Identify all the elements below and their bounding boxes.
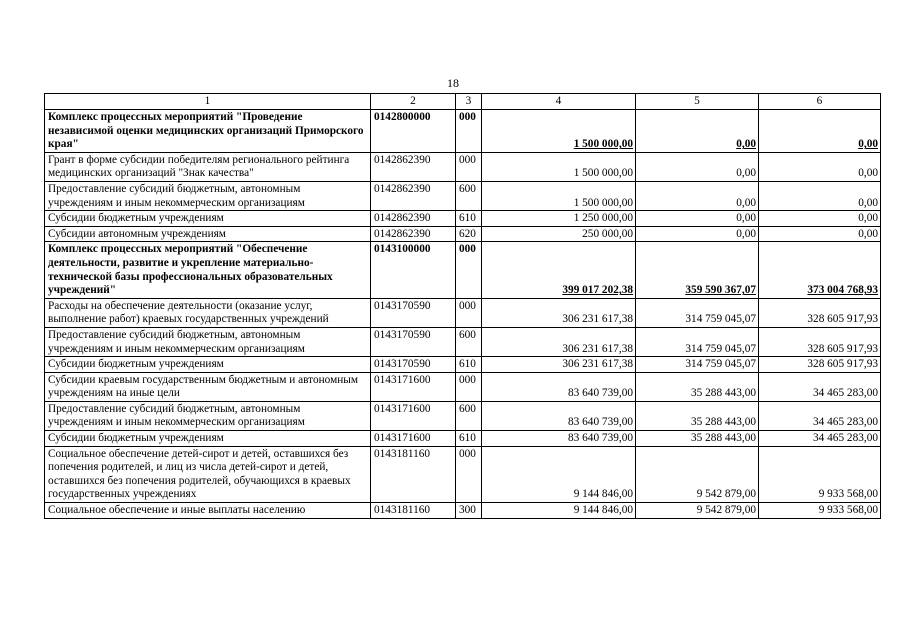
row-amount-2026-cell — [759, 431, 881, 447]
amount-value: 9 933 568,00 — [818, 504, 878, 517]
row-amount-2025-cell — [636, 446, 759, 502]
amount-value: 359 590 367,07 — [685, 284, 756, 297]
row-name-cell: Субсидии бюджетным учреждениям — [45, 357, 371, 373]
row-amount-2025-cell — [636, 298, 759, 327]
row-kvr-cell: 600 — [456, 181, 482, 210]
row-code-cell: 0142862390 — [371, 226, 456, 242]
row-amount-2024-cell — [482, 110, 636, 153]
row-name-cell: Расходы на обеспечение деятельности (оказание услуг, выполнение работ) краевых государственных учреждений — [45, 298, 371, 327]
row-kvr-cell: 000 — [456, 298, 482, 327]
row-amount-2026-cell — [759, 110, 881, 153]
amount-value: 0,00 — [736, 227, 756, 240]
row-amount-2025-cell — [636, 181, 759, 210]
table-row — [45, 226, 881, 242]
row-code-cell: 0143100000 — [371, 242, 456, 298]
row-amount-2026-cell — [759, 211, 881, 227]
row-kvr-cell: 610 — [456, 211, 482, 227]
row-code-cell: 0143181160 — [371, 446, 456, 502]
row-code-cell: 0143181160 — [371, 503, 456, 519]
table-row — [45, 242, 881, 298]
row-amount-2026-cell — [759, 181, 881, 210]
row-kvr-cell: 600 — [456, 401, 482, 430]
amount-value: 9 542 879,00 — [696, 504, 756, 517]
row-amount-2026-cell — [759, 446, 881, 502]
row-amount-2024-cell — [482, 327, 636, 356]
amount-value: 83 640 739,00 — [568, 432, 633, 445]
row-kvr-cell: 000 — [456, 372, 482, 401]
row-amount-2026-cell — [759, 152, 881, 181]
row-amount-2024-cell — [482, 298, 636, 327]
row-amount-2024-cell — [482, 446, 636, 502]
row-amount-2024-cell — [482, 372, 636, 401]
table-row — [45, 298, 881, 327]
amount-value: 0,00 — [736, 167, 756, 180]
table-header-row — [45, 94, 881, 110]
amount-value: 250 000,00 — [582, 227, 633, 240]
row-kvr-cell: 300 — [456, 503, 482, 519]
row-amount-2025-cell — [636, 110, 759, 153]
amount-value: 35 288 443,00 — [691, 387, 756, 400]
row-amount-2025-cell — [636, 152, 759, 181]
header-col-1: 1 — [45, 94, 371, 110]
amount-value: 9 933 568,00 — [818, 488, 878, 501]
table-row — [45, 152, 881, 181]
row-amount-2025-cell — [636, 357, 759, 373]
amount-value: 34 465 283,00 — [813, 387, 878, 400]
row-code-cell: 0142862390 — [371, 152, 456, 181]
row-code-cell: 0143170590 — [371, 298, 456, 327]
table-row — [45, 327, 881, 356]
amount-value: 83 640 739,00 — [568, 416, 633, 429]
table-row — [45, 357, 881, 373]
row-amount-2026-cell — [759, 298, 881, 327]
amount-value: 1 500 000,00 — [573, 196, 633, 209]
amount-value: 399 017 202,38 — [562, 284, 633, 297]
row-amount-2024-cell — [482, 226, 636, 242]
amount-value: 1 250 000,00 — [573, 212, 633, 225]
row-name-cell: Субсидии бюджетным учреждениям — [45, 211, 371, 227]
row-name-cell: Субсидии автономным учреждениям — [45, 226, 371, 242]
row-kvr-cell: 000 — [456, 110, 482, 153]
row-amount-2026-cell — [759, 327, 881, 356]
row-amount-2025-cell — [636, 401, 759, 430]
table-row — [45, 110, 881, 153]
amount-value: 0,00 — [858, 138, 878, 151]
row-kvr-cell: 000 — [456, 152, 482, 181]
row-amount-2024-cell — [482, 211, 636, 227]
row-amount-2025-cell — [636, 211, 759, 227]
row-code-cell: 0142800000 — [371, 110, 456, 153]
row-amount-2025-cell — [636, 327, 759, 356]
amount-value: 328 605 917,93 — [807, 358, 878, 371]
row-name-cell: Грант в форме субсидии победителям регионального рейтинга медицинских организаций "Знак качества" — [45, 152, 371, 181]
amount-value: 306 231 617,38 — [562, 358, 633, 371]
header-col-2: 2 — [371, 94, 456, 110]
row-code-cell: 0143170590 — [371, 357, 456, 373]
amount-value: 34 465 283,00 — [813, 416, 878, 429]
amount-value: 0,00 — [858, 167, 878, 180]
row-code-cell: 0143170590 — [371, 327, 456, 356]
amount-value: 314 759 045,07 — [685, 358, 756, 371]
header-col-6: 6 — [759, 94, 881, 110]
table-row — [45, 181, 881, 210]
row-kvr-cell: 000 — [456, 446, 482, 502]
header-col-3: 3 — [456, 94, 482, 110]
row-name-cell: Комплекс процессных мероприятий "Проведение независимой оценки медицинских организаций Приморского края" — [45, 110, 371, 153]
table-row — [45, 431, 881, 447]
row-amount-2024-cell — [482, 401, 636, 430]
row-code-cell: 0142862390 — [371, 211, 456, 227]
amount-value: 0,00 — [858, 212, 878, 225]
amount-value: 83 640 739,00 — [568, 387, 633, 400]
amount-value: 1 500 000,00 — [573, 138, 633, 151]
amount-value: 0,00 — [736, 196, 756, 209]
row-amount-2026-cell — [759, 242, 881, 298]
header-col-4: 4 — [482, 94, 636, 110]
amount-value: 0,00 — [858, 196, 878, 209]
budget-table — [44, 93, 881, 519]
row-kvr-cell: 620 — [456, 226, 482, 242]
amount-value: 9 542 879,00 — [696, 488, 756, 501]
amount-value: 314 759 045,07 — [685, 313, 756, 326]
row-amount-2025-cell — [636, 431, 759, 447]
amount-value: 1 500 000,00 — [573, 167, 633, 180]
row-name-cell: Социальное обеспечение и иные выплаты населению — [45, 503, 371, 519]
amount-value: 0,00 — [736, 138, 756, 151]
row-amount-2026-cell — [759, 357, 881, 373]
row-code-cell: 0143171600 — [371, 431, 456, 447]
row-amount-2026-cell — [759, 372, 881, 401]
row-name-cell: Предоставление субсидий бюджетным, автономным учреждениям и иным некоммерческим организациям — [45, 401, 371, 430]
amount-value: 9 144 846,00 — [573, 488, 633, 501]
amount-value: 328 605 917,93 — [807, 342, 878, 355]
row-name-cell: Предоставление субсидий бюджетным, автономным учреждениям и иным некоммерческим организациям — [45, 181, 371, 210]
row-amount-2024-cell — [482, 431, 636, 447]
header-col-5: 5 — [636, 94, 759, 110]
row-amount-2025-cell — [636, 242, 759, 298]
amount-value: 9 144 846,00 — [573, 504, 633, 517]
row-kvr-cell: 610 — [456, 431, 482, 447]
row-kvr-cell: 000 — [456, 242, 482, 298]
amount-value: 328 605 917,93 — [807, 313, 878, 326]
amount-value: 373 004 768,93 — [807, 284, 878, 297]
table-row — [45, 211, 881, 227]
amount-value: 0,00 — [858, 227, 878, 240]
table-row — [45, 372, 881, 401]
row-amount-2024-cell — [482, 357, 636, 373]
row-amount-2026-cell — [759, 401, 881, 430]
table-row — [45, 446, 881, 502]
amount-value: 35 288 443,00 — [691, 416, 756, 429]
row-amount-2025-cell — [636, 503, 759, 519]
row-name-cell: Субсидии бюджетным учреждениям — [45, 431, 371, 447]
page-number: 18 — [447, 76, 459, 90]
row-name-cell: Субсидии краевым государственным бюджетным и автономным учреждениям на иные цели — [45, 372, 371, 401]
row-amount-2024-cell — [482, 242, 636, 298]
amount-value: 35 288 443,00 — [691, 432, 756, 445]
row-kvr-cell: 610 — [456, 357, 482, 373]
table-row — [45, 401, 881, 430]
row-amount-2024-cell — [482, 503, 636, 519]
amount-value: 314 759 045,07 — [685, 342, 756, 355]
row-code-cell: 0142862390 — [371, 181, 456, 210]
amount-value: 306 231 617,38 — [562, 342, 633, 355]
row-amount-2026-cell — [759, 226, 881, 242]
row-amount-2026-cell — [759, 503, 881, 519]
row-name-cell: Комплекс процессных мероприятий "Обеспечение деятельности, развитие и укрепление материально-технической базы профессиональных образовательных учреждений" — [45, 242, 371, 298]
row-amount-2024-cell — [482, 181, 636, 210]
amount-value: 306 231 617,38 — [562, 313, 633, 326]
amount-value: 34 465 283,00 — [813, 432, 878, 445]
row-code-cell: 0143171600 — [371, 401, 456, 430]
row-amount-2025-cell — [636, 372, 759, 401]
table-row — [45, 503, 881, 519]
row-name-cell: Социальное обеспечение детей-сирот и детей, оставшихся без попечения родителей, и лиц из числа детей-сирот и детей, оставшихся без попечения родителей, обучающихся в краевых государственных учреждениях — [45, 446, 371, 502]
row-name-cell: Предоставление субсидий бюджетным, автономным учреждениям и иным некоммерческим организациям — [45, 327, 371, 356]
row-code-cell: 0143171600 — [371, 372, 456, 401]
amount-value: 0,00 — [736, 212, 756, 225]
row-amount-2024-cell — [482, 152, 636, 181]
row-amount-2025-cell — [636, 226, 759, 242]
row-kvr-cell: 600 — [456, 327, 482, 356]
